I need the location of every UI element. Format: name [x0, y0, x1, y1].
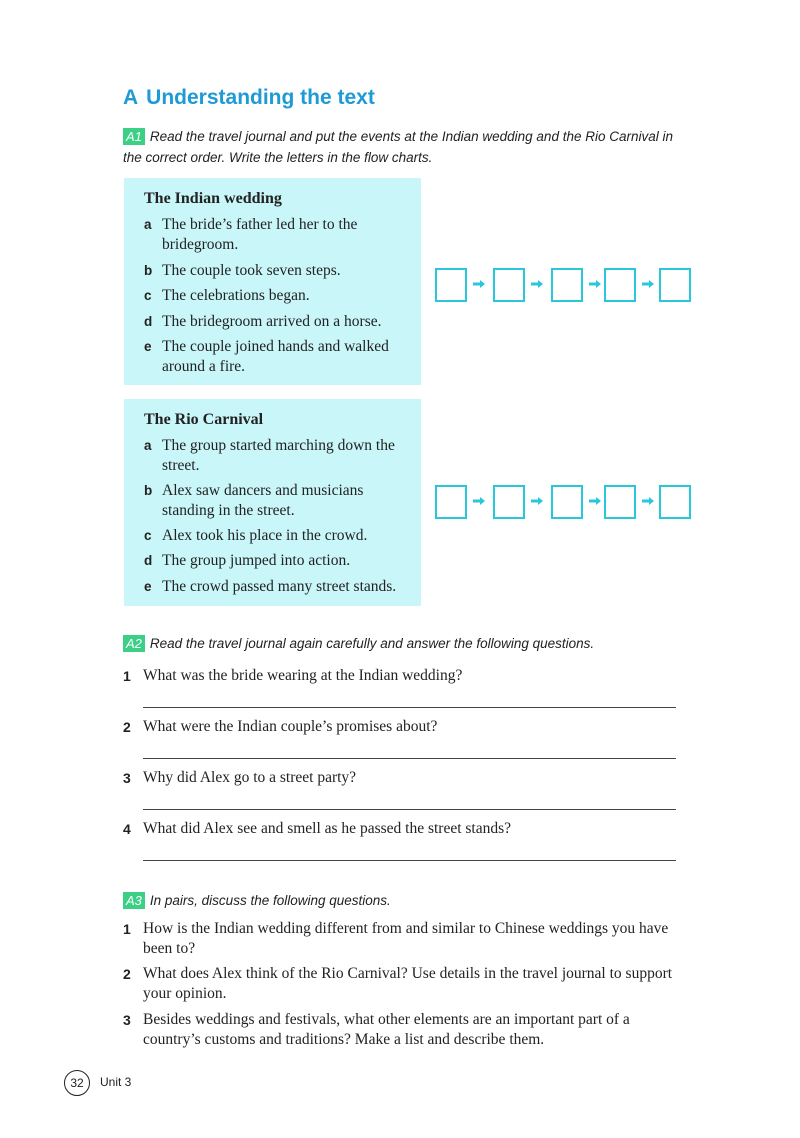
question: 3 Besides weddings and festivals, what other elements are an important part of a country’s customs and traditions? Make a list and describe them. — [123, 1011, 630, 1048]
list-item: d The group jumped into action. — [144, 552, 351, 569]
rio-carnival-heading: The Rio Carnival — [144, 411, 264, 428]
indian-wedding-box — [124, 178, 421, 385]
indian-wedding-heading: The Indian wedding — [144, 190, 282, 207]
question: 1 What was the bride wearing at the Indian wedding? — [123, 667, 463, 684]
list-item: b Alex saw dancers and musicians standing in the street. — [144, 482, 364, 519]
question: 1 How is the Indian wedding different from and similar to Chinese weddings you have been to? — [123, 920, 669, 957]
answer-line[interactable] — [143, 758, 676, 759]
unit-label: Unit 3 — [100, 1075, 132, 1089]
arrow-right-icon — [642, 280, 654, 288]
question: 3 Why did Alex go to a street party? — [123, 769, 357, 786]
flow-answer-box[interactable] — [604, 268, 636, 302]
a2-instruction — [123, 633, 723, 654]
section-title — [123, 86, 375, 110]
section-letter: A — [123, 86, 139, 109]
list-item: c Alex took his place in the crowd. — [144, 527, 368, 544]
list-item: e The couple joined hands and walked around a fire. — [144, 338, 389, 375]
question: 2 What does Alex think of the Rio Carnival? Use details in the travel journal to support your opinion. — [123, 965, 673, 1002]
a1-badge: A1 — [123, 128, 145, 145]
page-number: 32 — [64, 1070, 90, 1096]
list-item: a The group started marching down the street. — [144, 437, 395, 474]
section-title-text: Understanding the text — [146, 86, 375, 109]
flow-answer-box[interactable] — [551, 268, 583, 302]
answer-line[interactable] — [143, 809, 676, 810]
a3-badge: A3 — [123, 892, 145, 909]
arrow-right-icon — [589, 497, 601, 505]
a2-instruction-text: Read the travel journal again carefully and answer the following questions. — [149, 636, 595, 651]
flow-answer-box[interactable] — [659, 268, 691, 302]
list-item: d The bridegroom arrived on a horse. — [144, 313, 382, 330]
flow-answer-box[interactable] — [604, 485, 636, 519]
flow-answer-box[interactable] — [435, 485, 467, 519]
a1-instruction — [123, 126, 713, 168]
answer-line[interactable] — [143, 707, 676, 708]
flow-answer-box[interactable] — [493, 268, 525, 302]
flow-answer-box[interactable] — [659, 485, 691, 519]
arrow-right-icon — [531, 497, 543, 505]
question: 2 What were the Indian couple’s promises about? — [123, 718, 438, 735]
a1-instruction-line1: Read the travel journal and put the events at the Indian wedding and the Rio Carnival in — [149, 129, 673, 144]
flow-answer-box[interactable] — [493, 485, 525, 519]
rio-carnival-flow-chart — [435, 485, 691, 519]
flow-answer-box[interactable] — [551, 485, 583, 519]
a3-instruction — [123, 890, 723, 911]
flow-answer-box[interactable] — [435, 268, 467, 302]
question: 4 What did Alex see and smell as he passed the street stands? — [123, 820, 512, 837]
list-item: b The couple took seven steps. — [144, 262, 341, 279]
list-item: e The crowd passed many street stands. — [144, 578, 397, 595]
arrow-right-icon — [473, 280, 485, 288]
list-item: a The bride’s father led her to the bridegroom. — [144, 216, 358, 253]
indian-wedding-flow-chart — [435, 268, 691, 302]
answer-line[interactable] — [143, 860, 676, 861]
arrow-right-icon — [473, 497, 485, 505]
a3-instruction-text: In pairs, discuss the following questions. — [149, 893, 391, 908]
arrow-right-icon — [642, 497, 654, 505]
rio-carnival-box — [124, 399, 421, 606]
list-item: c The celebrations began. — [144, 287, 310, 304]
a2-badge: A2 — [123, 635, 145, 652]
arrow-right-icon — [589, 280, 601, 288]
a1-instruction-line2: the correct order. Write the letters in the flow charts. — [123, 150, 433, 165]
arrow-right-icon — [531, 280, 543, 288]
